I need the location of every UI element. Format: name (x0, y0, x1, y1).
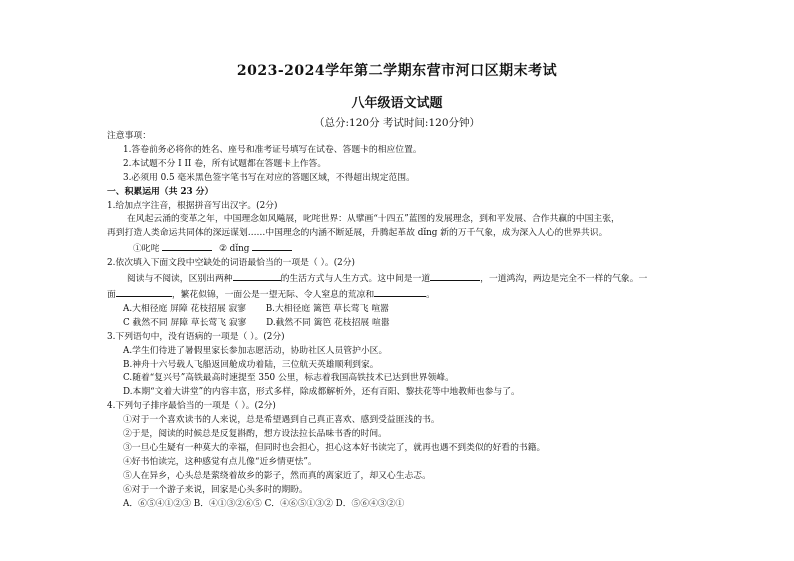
q1-option-2: ② dǐng (219, 244, 250, 255)
q4-sentence-3: ③一旦心生疑有一种莫大的幸福，但同时也会担心，担心这本好书读完了，就再也遇不到类似的好看的书籍。 (123, 442, 546, 453)
q2-text-2b: ，繁花似锦，一面公是一望无际、令人窒息的荒凉和 (171, 289, 375, 300)
q2-passage-line-2 (107, 287, 702, 303)
q2-blank-1[interactable] (233, 271, 281, 281)
q2-option-d[interactable]: D.截然不同 篱笆 花枝招展 喧嚣 (266, 317, 390, 328)
q1-stem: 1.给加点字注音，根据拼音写出汉字。(2分) (107, 200, 278, 211)
q2-options-row-1 (107, 303, 702, 317)
exam-meta: （总分:120分 考试时间:120分钟） (314, 117, 480, 129)
section-heading: 一、积累运用（共 23 分） (107, 186, 214, 197)
q1-answer-line (107, 241, 702, 257)
q3-option-b[interactable]: B.神舟十六号载人飞船返回舱成功着陆，三位航天英雄顺利到家。 (123, 359, 379, 370)
q2-option-a[interactable]: A.大相径庭 屏障 花枝招展 寂寥 (123, 303, 247, 314)
q4-sentence-1: ①对于一个喜欢读书的人来说，总是希望遇到自己真正喜欢、感到受益匪浅的书。 (123, 415, 440, 426)
q1-option-1: ①叱咤 (133, 244, 160, 255)
q3-stem: 3.下列语句中，没有语病的一项是（ ）。(2分) (107, 331, 285, 342)
q3-option-d[interactable]: D.本期“文着大讲堂”的内容丰富，形式多样，除成都解析外，还有百阳、黎扶花等中地教师也参与了。 (123, 387, 520, 398)
q2-options-row-2 (107, 317, 702, 331)
q2-text-1a: 阅读与不阅读，区别出两种 (127, 274, 233, 285)
q2-blank-3[interactable] (116, 287, 172, 297)
note-item-1: 1.答卷前务必将你的姓名、座号和准考证号填写在试卷、答题卡的相应位置。 (123, 144, 422, 155)
q1-passage-line-1: 在风起云涌的变革之年，中国理念如风飚展，叱咤世界：从擘画“十四五”蓝图的发展理念，到和平发展、合作共赢的中国主张， (127, 214, 620, 225)
q4-sentence-2: ②于是，阅读的时候总是反复斟酌，想方设法拉长品味书香的时间。 (123, 429, 387, 440)
q4-options[interactable]: A．⑥⑤④①②③ B．④①③②⑥⑤ C．④⑥⑤①③② D．⑤⑥④③②① (123, 498, 405, 509)
q2-passage-line-1 (107, 271, 702, 287)
exam-subtitle: 八年级语文试题 (351, 96, 443, 111)
q4-sentence-6: ⑥对于一个游子来说，回家是心头多时的期盼。 (123, 484, 308, 495)
q4-stem: 4.下列句子排序最恰当的一项是（ ）。(2分) (107, 401, 276, 412)
q3-option-a[interactable]: A.学生们待进了暑假里家长参加志愿活动，协助社区人员管护小区。 (123, 345, 388, 356)
note-item-3: 3.必须用 0.5 毫米黑色签字笔书写在对应的答题区域，不得超出规定范围。 (123, 172, 415, 183)
q4-sentence-5: ⑤人在异乡，心头总是萦绕着故乡的影子，然而真的离家近了，却又心生忐忑。 (123, 470, 431, 481)
q3-option-c[interactable]: C.随着“复兴号”高铁最高时速提至 350 公里，标志着我国高铁技术已达到世界领峰。 (123, 373, 454, 384)
q2-text-2a: 面 (107, 289, 116, 300)
q2-text-1b: 的生活方式与人生方式。这中间是一道 (280, 274, 431, 285)
q1-blank-1[interactable] (162, 241, 212, 251)
notes-heading: 注意事项： (107, 131, 151, 141)
exam-body (107, 130, 702, 511)
q1-passage-line-2: 再到打造人类命运共同体的深远谋划……中国理念的内涵不断延展，升腾起革故 dǐng 新的万千气象，成为深入人心的世界共识。 (107, 228, 608, 239)
q2-text-1c: ，一道鸿沟，两边是完全不一样的气象。一 (480, 274, 648, 285)
q2-stem: 2.依次填入下面文段中空缺处的词语最恰当的一项是（ ）。(2分) (107, 258, 355, 269)
q2-option-b[interactable]: B.大相径庭 篱笆 草长莺飞 喧嚣 (265, 303, 389, 314)
q1-blank-2[interactable] (252, 241, 292, 251)
q2-blank-4[interactable] (374, 287, 426, 297)
q2-option-c[interactable]: C 截然不同 屏障 草长莺飞 寂寥 (123, 317, 247, 328)
q4-sentence-4: ④好书怕读完，这种感觉有点儿像“近乡情更怯”。 (123, 456, 317, 467)
note-item-2: 2.本试题不分 I II 卷，所有试题都在答题卡上作答。 (123, 158, 327, 169)
q2-text-2c: 。 (426, 289, 435, 300)
q2-blank-2[interactable] (430, 271, 480, 281)
exam-title: 2023-2024学年第二学期东营市河口区期末考试 (236, 63, 558, 79)
